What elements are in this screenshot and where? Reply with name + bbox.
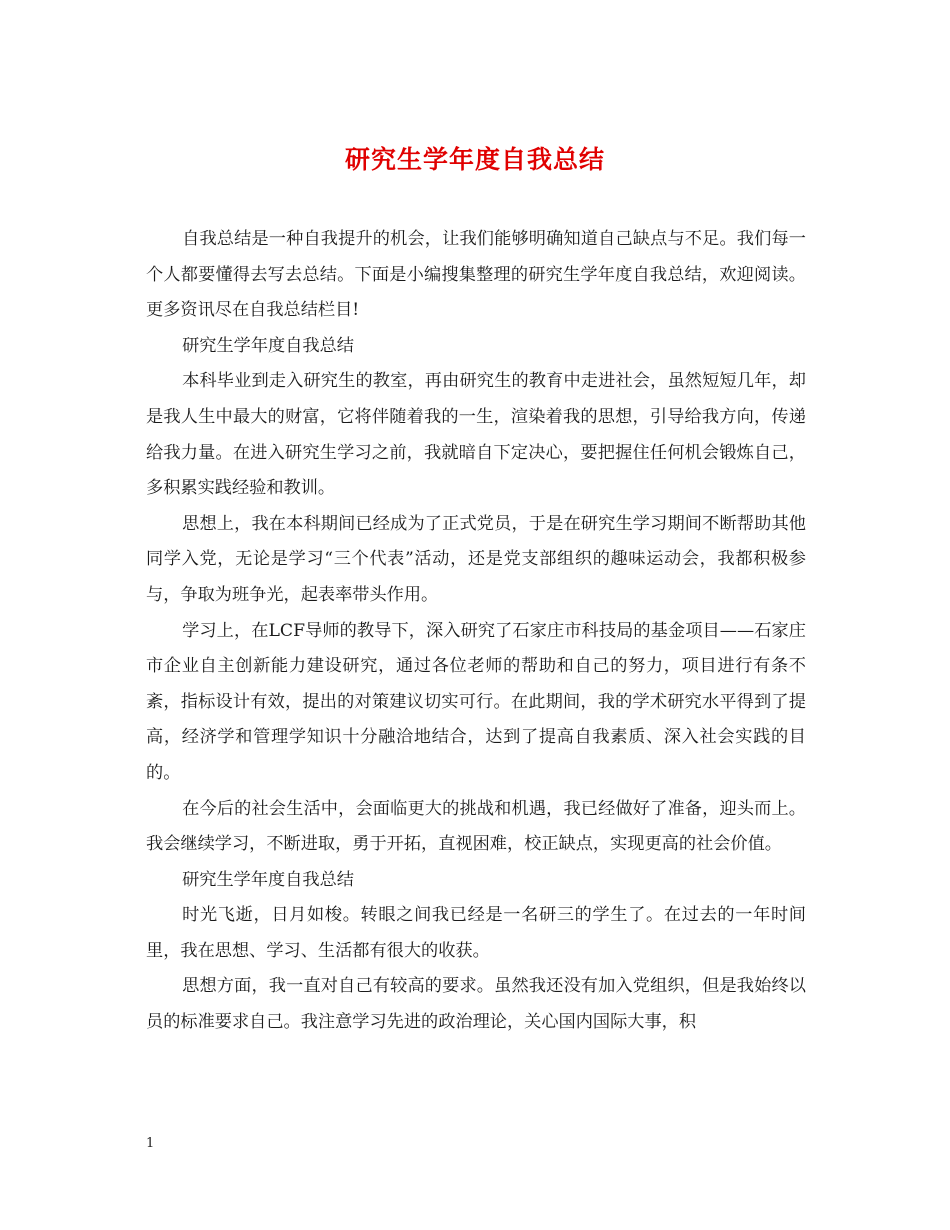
section-heading: 研究生学年度自我总结 [182, 869, 354, 890]
paragraph: 思想方面，我一直对自己有较高的要求。虽然我还没有加入党组织，但是我始终以员的标准要求自己。我注意学习先进的政治理论，关心国内国际大事，积 [146, 976, 806, 1033]
paragraph: 自我总结是一种自我提升的机会，让我们能够明确知道自己缺点与不足。我们每一个人都要懂得去写去总结。下面是小编搜集整理的研究生学年度自我总结，欢迎阅读。更多资讯尽在自我总结栏目! [146, 229, 806, 321]
paragraph: 时光飞逝，日月如梭。转眼之间我已经是一名研三的学生了。在过去的一年时间里，我在思想、学习、生活都有很大的收获。 [146, 905, 806, 961]
page-number: 1 [146, 1136, 155, 1151]
paragraph: 在今后的社会生活中，会面临更大的挑战和机遇，我已经做好了准备，迎头而上。我会继续学习，不断进取，勇于开拓，直视困难，校正缺点，实现更高的社会价值。 [146, 798, 806, 855]
section-heading: 研究生学年度自我总结 [182, 335, 354, 356]
paragraph: 思想上，我在本科期间已经成为了正式党员，于是在研究生学习期间不断帮助其他同学入党，无论是学习“三个代表”活动，还是党支部组织的趣味运动会，我都积极参与，争取为班争光，起表率带头作用。 [146, 513, 806, 605]
document-body [146, 222, 806, 1041]
paragraph: 学习上，在LCF导师的教导下，深入研究了石家庄市科技局的基金项目——石家庄市企业自主创新能力建设研究，通过各位老师的帮助和自己的努力，项目进行有条不紊，指标设计有效，提出的对策建议切实可行。在此期间，我的学术研究水平得到了提高，经济学和管理学知识十分融洽地结合，达到了提高自我素质、深入社会实践的目的。 [146, 620, 806, 783]
paragraph: 本科毕业到走入研究生的教室，再由研究生的教育中走进社会，虽然短短几年，却是我人生中最大的财富，它将伴随着我的一生，渲染着我的思想，引导给我方向，传递给我力量。在进入研究生学习之前，我就暗自下定决心，要把握住任何机会锻炼自己，多积累实践经验和教训。 [146, 371, 806, 499]
document-title: 研究生学年度自我总结 [344, 145, 605, 174]
